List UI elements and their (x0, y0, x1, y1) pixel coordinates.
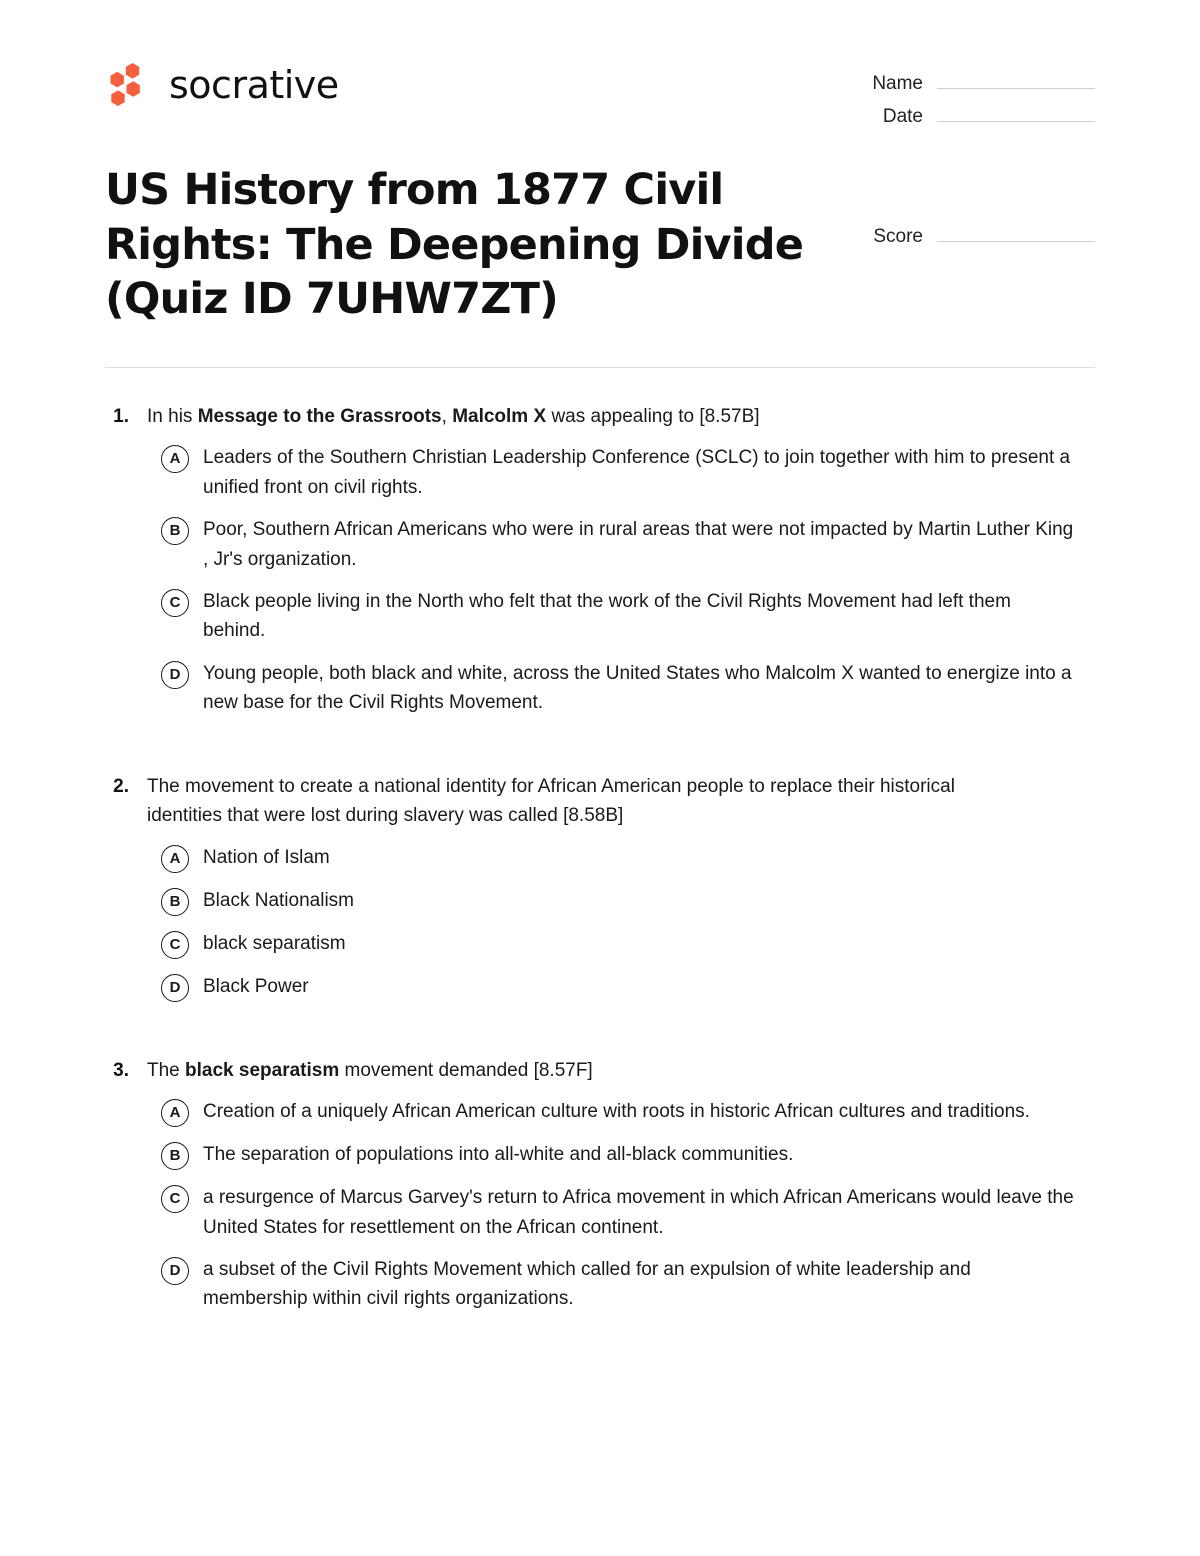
question-number: 2. (113, 775, 129, 797)
socrative-hexagon-logo-icon (105, 61, 153, 109)
question-number: 3. (113, 1059, 129, 1081)
question-text-emphasis: Malcolm X (452, 405, 547, 427)
answer-option[interactable] (105, 587, 1090, 646)
title-area (0, 139, 1000, 327)
name-label: Name (872, 73, 923, 94)
answer-option[interactable] (105, 515, 1090, 574)
answer-choice-bubble-d[interactable]: D (161, 1257, 189, 1285)
student-meta-fields (855, 73, 1095, 139)
question-text-span: The movement to create a national identity for African American people to replace their historical identities that were lost during slavery was called [8.58B] (147, 775, 955, 827)
answer-option-text: Black people living in the North who felt that the work of the Civil Rights Movement had left them behind. (203, 591, 1011, 642)
answer-option-text: Nation of Islam (203, 846, 330, 868)
score-field-row (855, 226, 1095, 248)
answer-option[interactable] (105, 1097, 1090, 1127)
answer-option[interactable] (105, 443, 1090, 502)
answer-choice-bubble-b[interactable]: B (161, 888, 189, 916)
answer-option[interactable] (105, 886, 1090, 916)
answer-options (105, 843, 1090, 1002)
question-text-span: , (441, 405, 453, 427)
page-header (0, 0, 1200, 139)
date-label: Date (882, 106, 923, 127)
question-text-span: The (147, 1059, 186, 1081)
answer-option-text: a subset of the Civil Rights Movement which called for an expulsion of white leadership and membership within civil rights organizations. (203, 1258, 971, 1310)
answer-option-text: Leaders of the Southern Christian Leadership Conference (SCLC) to join together with him to present a unified front on civil rights. (203, 447, 1071, 498)
score-field-block (855, 226, 1095, 248)
answer-option[interactable] (105, 972, 1090, 1002)
answer-option-text: The separation of populations into all-white and all-black communities. (203, 1144, 794, 1166)
question-text (147, 772, 977, 831)
socrative-wordmark: socrative (169, 63, 339, 107)
question-row (105, 1056, 1090, 1085)
answer-choice-bubble-a[interactable]: A (161, 845, 189, 873)
score-label: Score (873, 226, 923, 247)
page-title: US History from 1877 Civil Rights: The Deepening Divide (Quiz ID 7UHW7ZT) (105, 165, 804, 325)
answer-option-text: Black Power (203, 975, 309, 997)
answer-choice-bubble-b[interactable]: B (161, 1142, 189, 1170)
answer-option[interactable] (105, 1140, 1090, 1170)
name-field-row (855, 73, 1095, 95)
score-write-in-line[interactable] (937, 227, 1095, 242)
question-text-span: was appealing to [8.57B] (546, 405, 760, 427)
answer-option[interactable] (105, 843, 1090, 873)
answer-option-text: Creation of a uniquely African American culture with roots in historic African cultures and traditions. (203, 1101, 1030, 1123)
answer-choice-bubble-a[interactable]: A (161, 445, 189, 473)
question-text-span: movement demanded [8.57F] (339, 1059, 593, 1081)
question-block (105, 772, 1090, 1002)
question-block (105, 402, 1090, 718)
answer-option-text: black separatism (203, 932, 346, 954)
name-write-in-line[interactable] (937, 74, 1095, 89)
question-row (105, 402, 1090, 431)
question-text-emphasis: Message to the Grassroots (197, 405, 442, 427)
question-text-emphasis: black separatism (185, 1059, 340, 1081)
answer-choice-bubble-b[interactable]: B (161, 517, 189, 545)
answer-option-text: Young people, both black and white, across the United States who Malcolm X wanted to energize into a new base for the Civil Rights Movement. (203, 662, 1072, 714)
answer-option[interactable] (105, 1255, 1090, 1314)
questions-list (0, 368, 1200, 1314)
answer-choice-bubble-c[interactable]: C (161, 589, 189, 617)
answer-option[interactable] (105, 929, 1090, 959)
date-write-in-line[interactable] (937, 107, 1095, 122)
socrative-brand (105, 61, 339, 109)
question-text (147, 1056, 593, 1085)
answer-choice-bubble-a[interactable]: A (161, 1099, 189, 1127)
answer-choice-bubble-c[interactable]: C (161, 931, 189, 959)
answer-options (105, 443, 1090, 718)
question-text (147, 402, 760, 431)
answer-choice-bubble-c[interactable]: C (161, 1185, 189, 1213)
answer-option-text: Poor, Southern African Americans who were in rural areas that were not impacted by Martin Luther King , Jr's organization. (203, 519, 1074, 570)
answer-choice-bubble-d[interactable]: D (161, 974, 189, 1002)
question-number: 1. (113, 405, 129, 427)
question-text-span: In his (147, 405, 198, 427)
answer-option-text: a resurgence of Marcus Garvey's return to Africa movement in which African Americans would leave the United States for resettlement on the African continent. (203, 1187, 1074, 1238)
answer-options (105, 1097, 1090, 1314)
answer-option[interactable] (105, 659, 1090, 718)
answer-option-text: Black Nationalism (203, 889, 354, 911)
question-row (105, 772, 1090, 831)
date-field-row (855, 106, 1095, 128)
answer-choice-bubble-d[interactable]: D (161, 661, 189, 689)
answer-option[interactable] (105, 1183, 1090, 1242)
question-block (105, 1056, 1090, 1314)
